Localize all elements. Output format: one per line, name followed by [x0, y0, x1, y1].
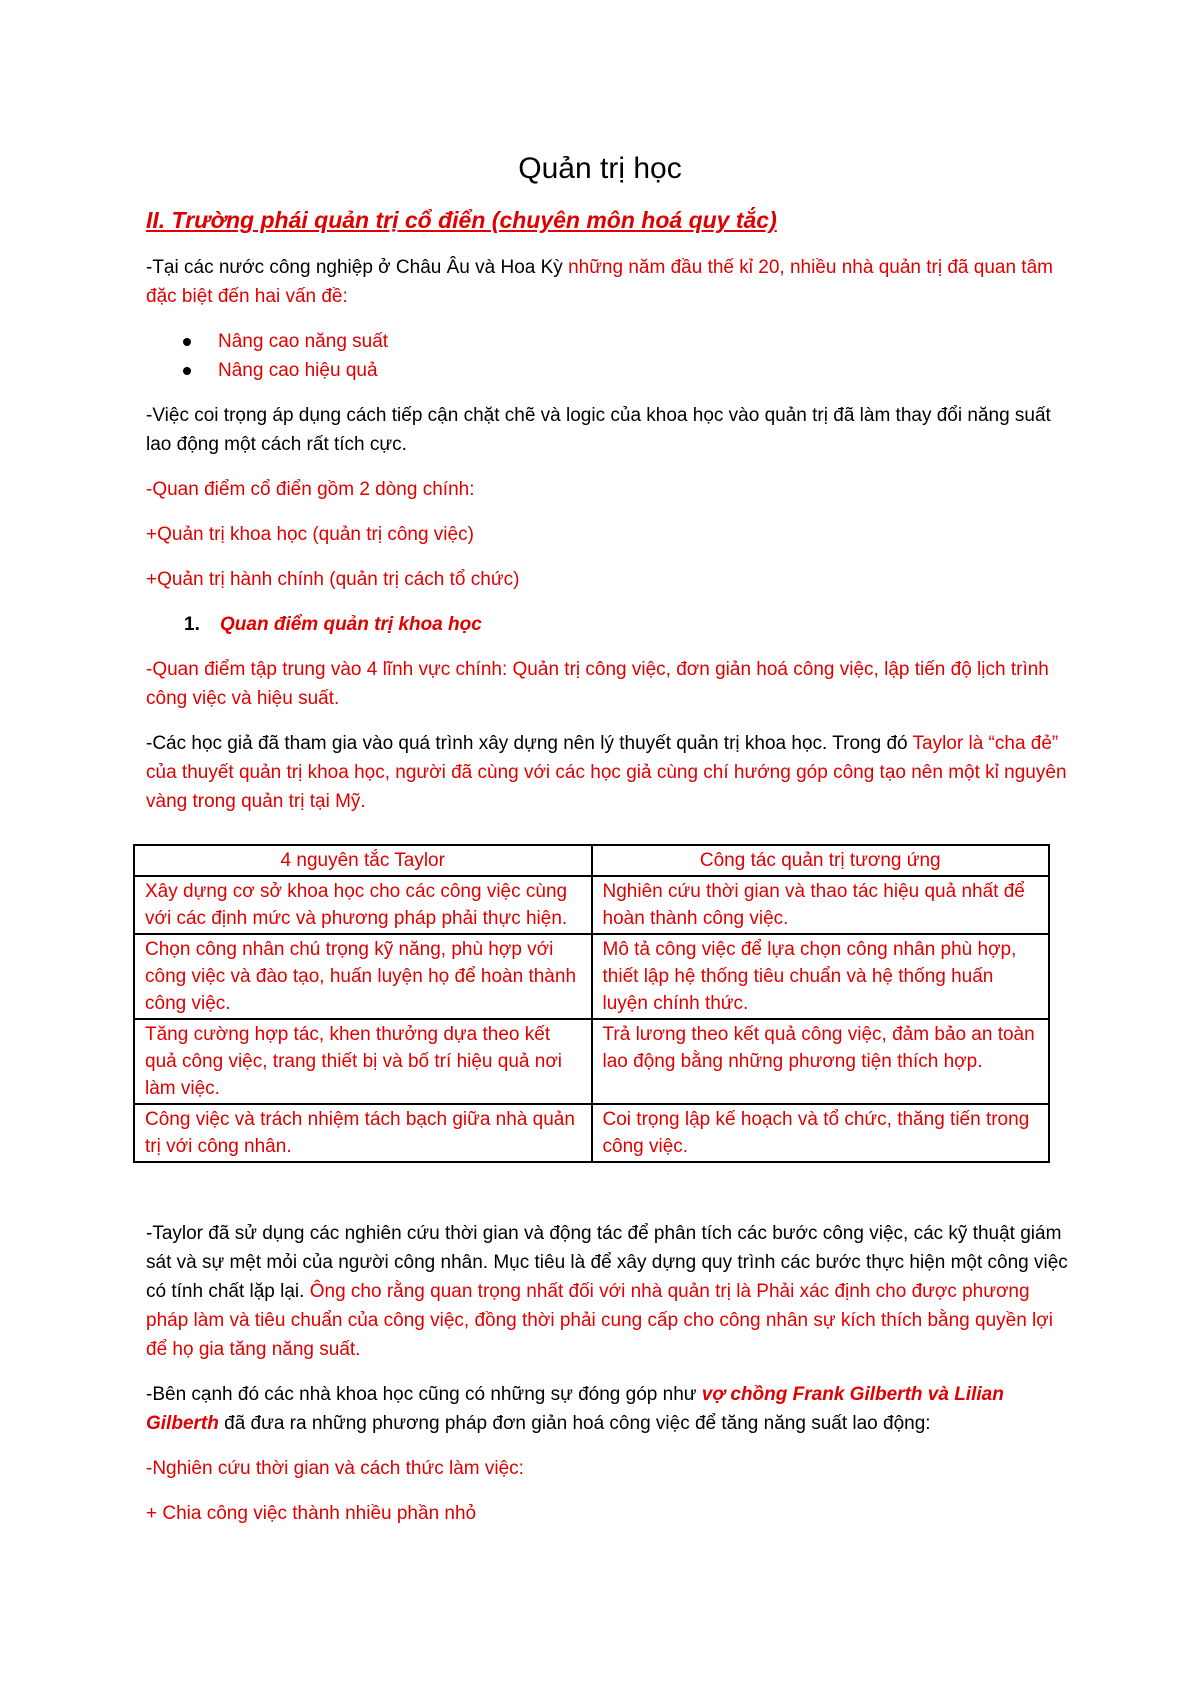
- document-body: [146, 206, 1076, 1544]
- table-row: [134, 1104, 1049, 1162]
- paragraph-scientific: +Quản trị khoa học (quản trị công việc): [146, 524, 474, 545]
- table-cell: Mô tả công việc để lựa chọn công nhân phù hợp, thiết lập hệ thống tiêu chuẩn và hệ thống huấn luyện chính thức.: [592, 934, 1050, 1019]
- paragraph-gilberth-part3: đã đưa ra những phương pháp đơn giản hoá công việc để tăng năng suất lao động:: [218, 1413, 931, 1434]
- paragraph-taylor-part2: Taylor là “cha đẻ” của thuyết quản trị khoa học, người đã cùng với các học giả cùng chí hướng góp công tạo nên một kỉ nguyên vàng trong quản trị tại Mỹ.: [146, 733, 1067, 812]
- subsection-number: 1.: [184, 614, 200, 635]
- bullet-icon: [183, 338, 191, 346]
- paragraph-taylor: [146, 729, 1076, 816]
- paragraph-taylor-part1: -Các học giả đã tham gia vào quá trình xây dựng nên lý thuyết quản trị khoa học. Trong đó: [146, 733, 913, 754]
- paragraph-administrative: +Quản trị hành chính (quản trị cách tổ chức): [146, 569, 520, 590]
- table-cell: Nghiên cứu thời gian và thao tác hiệu quả nhất để hoàn thành công việc.: [592, 876, 1050, 934]
- taylor-principles-table: [133, 844, 1050, 1163]
- list-item-text: Nâng cao hiệu quả: [218, 360, 378, 381]
- paragraph-classic-view: -Quan điểm cổ điển gồm 2 dòng chính:: [146, 479, 475, 500]
- table-header: 4 nguyên tắc Taylor: [134, 845, 592, 876]
- table-cell: Chọn công nhân chú trọng kỹ năng, phù hợp với công việc và đào tạo, huấn luyện họ để hoàn thành công việc.: [134, 934, 592, 1019]
- bullet-icon: [183, 367, 191, 375]
- list-item: [146, 327, 1076, 356]
- subsection-heading: [146, 610, 1076, 639]
- document-title: Quản trị học: [518, 152, 682, 185]
- paragraph-intro-part1: -Tại các nước công nghiệp ở Châu Âu và Hoa Kỳ: [146, 257, 569, 278]
- paragraph-approach: -Việc coi trọng áp dụng cách tiếp cận chặt chẽ và logic của khoa học vào quản trị đã làm thay đổi năng suất lao động một cách rất tích cực.: [146, 405, 1051, 455]
- table-row: [134, 876, 1049, 934]
- list-item-text: Nâng cao năng suất: [218, 331, 389, 352]
- table-row: [134, 1019, 1049, 1104]
- list-item: [146, 356, 1076, 385]
- subsection-title: Quan điểm quản trị khoa học: [220, 614, 482, 635]
- paragraph-gilberth-names: vợ chồng Frank Gilberth và Lilian Gilberth: [146, 1384, 1004, 1434]
- bullet-list: [146, 327, 1076, 385]
- paragraph-taylor-methods: [146, 1219, 1076, 1364]
- paragraph-taylor-methods-part2: Ông cho rằng quan trọng nhất đối với nhà quản trị là Phải xác định cho được phương pháp làm và tiêu chuẩn của công việc, đồng thời phải cung cấp cho công nhân sự kích thích bằng quyền lợi để họ gia tăng năng suất.: [146, 1281, 1053, 1360]
- paragraph-gilberth: [146, 1380, 1076, 1438]
- table-cell: Tăng cường hợp tác, khen thưởng dựa theo kết quả công việc, trang thiết bị và bố trí hiệu quả nơi làm việc.: [134, 1019, 592, 1104]
- table-cell: Công việc và trách nhiệm tách bạch giữa nhà quản trị với công nhân.: [134, 1104, 592, 1162]
- table-cell: Xây dựng cơ sở khoa học cho các công việc cùng với các định mức và phương pháp phải thực hiện.: [134, 876, 592, 934]
- paragraph-focus-areas: -Quan điểm tập trung vào 4 lĩnh vực chính: Quản trị công việc, đơn giản hoá công việc, lập tiến độ lịch trình công việc và hiệu suất.: [146, 659, 1049, 709]
- paragraph-taylor-methods-part1: -Taylor đã sử dụng các nghiên cứu thời gian và động tác để phân tích các bước công việc, các kỹ thuật giám sát và sự mệt mỏi của người công nhân. Mục tiêu là để xây dựng quy trình các bước thực hiện một công việc có tính chất lặp lại.: [146, 1223, 1068, 1302]
- table-header: Công tác quản trị tương ứng: [592, 845, 1050, 876]
- table-cell: Trả lương theo kết quả công việc, đảm bảo an toàn lao động bằng những phương tiện thích hợp.: [592, 1019, 1050, 1104]
- table-header-row: [134, 845, 1049, 876]
- paragraph-intro: [146, 253, 1076, 311]
- paragraph-divide-work: + Chia công việc thành nhiều phần nhỏ: [146, 1503, 477, 1524]
- paragraph-gilberth-part1: -Bên cạnh đó các nhà khoa học cũng có những sự đóng góp như: [146, 1384, 702, 1405]
- paragraph-intro-part2: những năm đầu thế kỉ 20, nhiều nhà quản trị đã quan tâm đặc biệt đến hai vấn đề:: [146, 257, 1053, 307]
- table-cell: Coi trọng lập kế hoạch và tổ chức, thăng tiến trong công việc.: [592, 1104, 1050, 1162]
- table-row: [134, 934, 1049, 1019]
- paragraph-time-study: -Nghiên cứu thời gian và cách thức làm việc:: [146, 1458, 524, 1479]
- section-heading: II. Trường phái quản trị cổ điển (chuyên môn hoá quy tắc): [146, 207, 777, 233]
